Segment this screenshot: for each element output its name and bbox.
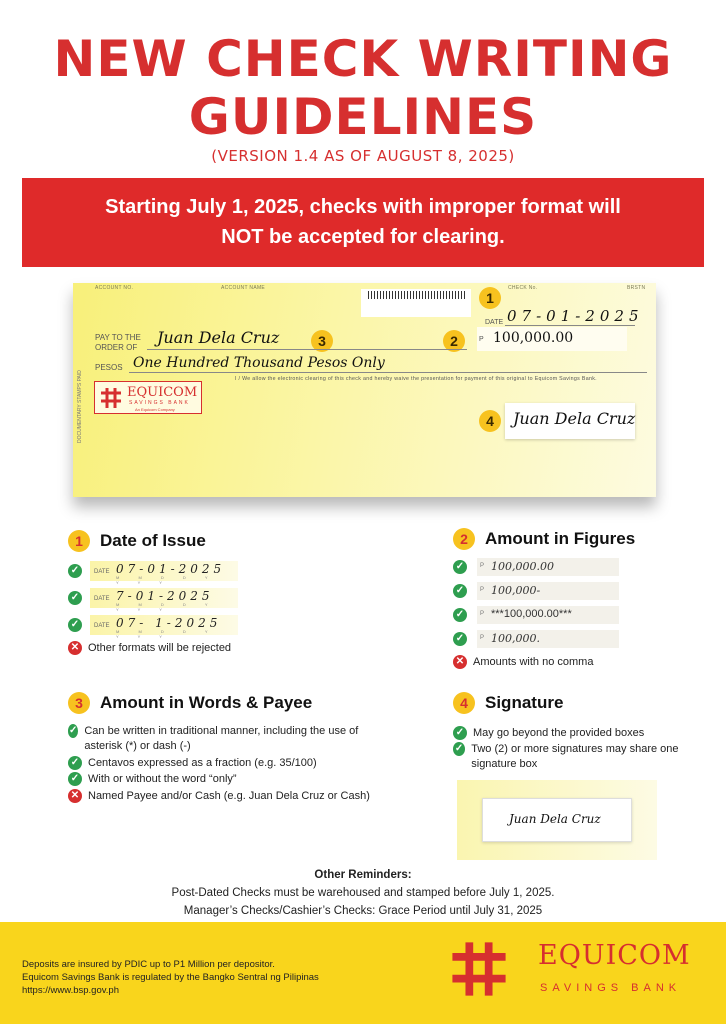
bsp-link[interactable]: https://www.bsp.gov.ph [22,985,119,996]
logo-tag: An Equicom Company [135,407,175,412]
words-rejected-note [68,789,370,804]
date-chip-label: DATE [94,596,110,602]
date-line [505,325,635,326]
banner-line-1: Starting July 1, 2025, checks with improper format will [105,196,621,218]
signature-item-2 [453,742,713,772]
check-badge-3: 3 [311,330,333,352]
amount-peso-sign: P [480,587,485,593]
words-item-text: Can be written in traditional manner, including the use of asterisk (*) or dash (-) [84,725,359,752]
date-chip-mmdd: M M D D Y Y Y Y [116,575,217,585]
date-chip-label: DATE [94,569,110,575]
section-signature-title: Signature [485,693,564,712]
reminder-line-2: Manager’s Checks/Cashier’s Checks: Grace Period until July 31, 2025 [183,905,543,917]
reminders-heading: Other Reminders: [314,869,412,881]
check-icon: ✓ [453,560,467,574]
amount-peso-sign: P [480,611,485,617]
amount-chip [477,630,619,648]
amount-in-words: One Hundred Thousand Pesos Only [133,355,385,371]
banner-line-2: NOT be accepted for clearing. [221,226,505,248]
date-example-3 [68,615,238,639]
legal-line-2: Equicom Savings Bank is regulated by the Bangko Sentral ng Pilipinas [22,972,319,983]
amount-rejected-note [453,655,593,670]
footer-tagline: SAVINGS BANK [540,982,682,994]
amount-chip-value: 100,000. [491,632,540,645]
x-icon: ✕ [68,789,82,803]
signature-item-1 [453,726,644,741]
deadline-banner [22,178,704,267]
section-2-badge: 2 [453,528,475,550]
amount-example-1 [453,558,619,576]
check-no-label: CHECK No. [508,285,538,291]
signature-sample [457,780,657,860]
date-chip-label: DATE [94,623,110,629]
section-amount-title: Amount in Figures [485,529,636,548]
pay-to-label-2: ORDER OF [95,343,138,352]
equicom-logo-icon [450,940,508,998]
check-date-value: 07-01-2025 [507,307,644,325]
x-icon: ✕ [453,655,467,669]
check-icon: ✓ [68,564,82,578]
words-item-text: Centavos expressed as a fraction (e.g. 35/100) [88,757,317,769]
section-4-badge: 4 [453,692,475,714]
date-chip-value: 07- 1-2025 [116,616,222,630]
pesos-line [129,372,647,373]
signature-item-text: May go beyond the provided boxes [473,727,645,739]
other-reminders [0,866,726,920]
check-icon: ✓ [453,608,467,622]
check-icon: ✓ [68,772,82,786]
footer-brand: EQUICOM [538,940,691,971]
reminder-line-1: Post-Dated Checks must be warehoused and stamped before July 1, 2025. [171,887,555,899]
account-no-label: ACCOUNT NO. [95,285,134,291]
date-rejected-note [68,641,231,656]
check-date-label: DATE [485,319,504,326]
version-subtitle: (VERSION 1.4 AS OF AUGUST 8, 2025) [211,147,515,165]
equicom-logo [94,381,202,414]
section-amount-heading [453,528,635,550]
account-name-label: ACCOUNT NAME [221,285,266,291]
footer [0,922,726,1024]
amount-peso-sign: P [480,563,485,569]
section-date-title: Date of Issue [100,531,206,550]
amount-example-4 [453,630,619,648]
section-words-heading [68,692,312,714]
amount-chip [477,582,619,600]
amount-chip-value: 100,000.00 [491,560,554,573]
payee-name: Juan Dela Cruz [157,328,280,347]
date-chip [90,561,238,585]
x-icon: ✕ [68,641,82,655]
date-chip-mmdd: M M D D Y Y Y Y [116,629,217,639]
signature-item-text: Two (2) or more signatures may share one signature box [471,743,679,770]
barcode [368,291,466,299]
amount-peso-sign: P [480,635,485,641]
check-badge-2: 2 [443,330,465,352]
footer-legal [22,958,319,997]
amount-chip [477,558,619,576]
check-icon: ✓ [68,756,82,770]
brstn-label: BRSTN [627,285,646,291]
date-rejected-text: Other formats will be rejected [88,642,232,654]
words-item-3 [68,772,237,787]
doc-stamps-text: DOCUMENTARY STAMPS PAID [77,370,83,443]
check-signature: Juan Dela Cruz [513,409,636,428]
sample-check [73,283,656,497]
date-chip [90,615,238,639]
words-item-1 [68,724,368,754]
check-amount-figures: 100,000.00 [493,330,574,346]
pay-to-label-1: PAY TO THE [95,333,141,342]
date-example-1 [68,561,238,585]
check-icon: ✓ [454,743,464,754]
check-icon: ✓ [68,591,82,605]
title-line-2: GUIDELINES [188,88,538,146]
check-icon: ✓ [453,632,467,646]
section-date-heading [68,530,206,552]
pesos-label: PESOS [95,363,123,372]
amount-example-2 [453,582,619,600]
words-item-2 [68,756,317,771]
section-words-title: Amount in Words & Payee [100,693,313,712]
logo-name: EQUICOM [127,385,198,400]
words-item-text: With or without the word “only” [88,773,237,785]
waiver-text: I / We allow the electronic clearing of this check and hereby waive the presentation for payment of this original to Equicom Savings Bank. [235,376,597,382]
check-badge-4: 4 [479,410,501,432]
amount-rejected-text: Amounts with no comma [473,656,594,668]
legal-line-1: Deposits are insured by PDIC up to P1 Million per depositor. [22,959,275,970]
title-line-1: NEW CHECK WRITING [53,30,673,88]
check-icon: ✓ [68,618,82,632]
payee-line [147,349,467,350]
check-icon: ✓ [68,725,78,736]
logo-sub: SAVINGS BANK [129,400,190,406]
section-1-badge: 1 [68,530,90,552]
check-icon: ✓ [453,726,467,740]
check-badge-1: 1 [479,287,501,309]
page-title [0,30,726,146]
words-rejected-text: Named Payee and/or Cash (e.g. Juan Dela Cruz or Cash) [88,790,370,802]
check-peso-sign: P [479,336,484,343]
sample-signature: Juan Dela Cruz [509,812,601,826]
amount-chip-value: 100,000- [491,584,541,597]
amount-chip [477,606,619,624]
section-3-badge: 3 [68,692,90,714]
amount-chip-value: ***100,000.00*** [491,608,572,620]
date-chip-value: 7-01-2025 [116,589,214,603]
amount-example-3 [453,606,619,624]
check-icon: ✓ [453,584,467,598]
section-signature-heading [453,692,563,714]
equicom-mark-icon [99,386,123,410]
date-chip [90,588,238,612]
date-example-2 [68,588,238,612]
date-chip-value: 07-01-2025 [116,562,226,576]
date-chip-mmdd: M M D D Y Y Y Y [116,602,217,612]
